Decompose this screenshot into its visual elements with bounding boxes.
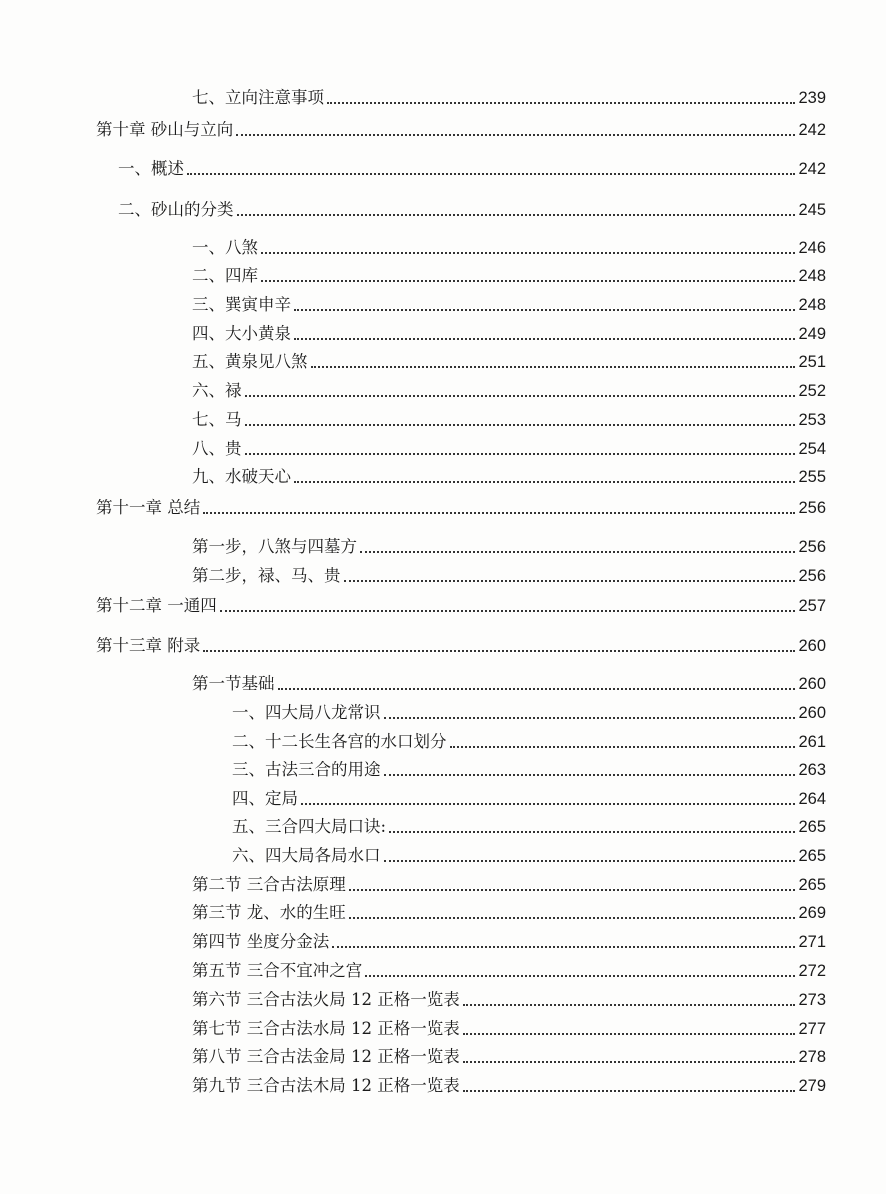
toc-entry-title: 第三节 龙、水的生旺 — [192, 903, 346, 922]
toc-leader-dots — [463, 1003, 796, 1006]
toc-entry-title: 一、概述 — [118, 159, 184, 178]
toc-entry-page: 254 — [798, 440, 826, 458]
toc-entry[interactable] — [192, 535, 826, 559]
toc-entry[interactable] — [192, 293, 826, 317]
toc-entry-page: 257 — [798, 597, 826, 615]
toc-entry-page: 278 — [798, 1048, 826, 1066]
toc-entry-title: 第一节基础 — [192, 674, 275, 693]
toc-entry-page: 277 — [798, 1020, 826, 1038]
toc-entry-title: 第十三章 附录 — [96, 636, 201, 655]
toc-entry[interactable] — [118, 198, 826, 222]
toc-leader-dots — [301, 802, 795, 805]
toc-entry-title: 二、四库 — [192, 266, 258, 285]
toc-entry[interactable] — [192, 86, 826, 110]
toc-entry-page: 264 — [798, 790, 826, 808]
toc-leader-dots — [278, 687, 796, 690]
toc-leader-dots — [294, 308, 795, 311]
toc-entry-title: 第八节 三合古法金局 12 正格一览表 — [192, 1047, 460, 1066]
toc-entry-title: 七、立向注意事项 — [192, 88, 324, 107]
toc-entry[interactable] — [192, 930, 826, 954]
toc-entry-title: 第六节 三合古法火局 12 正格一览表 — [192, 990, 460, 1009]
toc-entry-title: 一、八煞 — [192, 238, 258, 257]
toc-leader-dots — [203, 649, 795, 652]
toc-leader-dots — [236, 133, 795, 136]
toc-entry-page: 272 — [798, 962, 826, 980]
toc-leader-dots — [463, 1060, 796, 1063]
toc-entry-title: 五、黄泉见八煞 — [192, 352, 308, 371]
toc-entry-page: 271 — [798, 933, 826, 951]
toc-entry-title: 第五节 三合不宜冲之宫 — [192, 961, 363, 980]
toc-entry-title: 四、大小黄泉 — [192, 324, 291, 343]
toc-leader-dots — [389, 830, 795, 833]
toc-entry-title: 七、马 — [192, 410, 242, 429]
toc-entry-page: 261 — [798, 733, 826, 751]
toc-entry[interactable] — [232, 844, 826, 868]
toc-leader-dots — [384, 859, 796, 862]
toc-leader-dots — [384, 716, 796, 719]
toc-leader-dots — [220, 609, 796, 612]
toc-entry[interactable] — [192, 672, 826, 696]
toc-entry[interactable] — [232, 815, 826, 839]
toc-entry-title: 二、十二长生各宫的水口划分 — [232, 732, 447, 751]
toc-leader-dots — [261, 251, 795, 254]
toc-entry-page: 245 — [798, 201, 826, 219]
toc-entry[interactable] — [192, 901, 826, 925]
toc-entry-page: 248 — [798, 267, 826, 285]
toc-entry-page: 239 — [798, 89, 826, 107]
toc-entry-title: 九、水破天心 — [192, 467, 291, 486]
toc-leader-dots — [384, 773, 796, 776]
toc-entry-page: 246 — [798, 239, 826, 257]
toc-entry-page: 253 — [798, 411, 826, 429]
toc-leader-dots — [294, 480, 795, 483]
toc-entry[interactable] — [192, 322, 826, 346]
toc-entry-page: 242 — [798, 160, 826, 178]
toc-entry[interactable] — [192, 437, 826, 461]
toc-entry-page: 251 — [798, 353, 826, 371]
toc-entry[interactable] — [192, 379, 826, 403]
toc-leader-dots — [203, 511, 795, 514]
toc-entry-page: 256 — [798, 538, 826, 556]
toc-entry-page: 248 — [798, 296, 826, 314]
toc-leader-dots — [327, 101, 795, 104]
toc-entry[interactable] — [192, 873, 826, 897]
toc-entry-page: 260 — [798, 675, 826, 693]
toc-entry-title: 第四节 坐度分金法 — [192, 932, 330, 951]
toc-entry[interactable] — [192, 1074, 826, 1098]
toc-entry-title: 第七节 三合古法水局 12 正格一览表 — [192, 1019, 460, 1038]
toc-entry-page: 256 — [798, 499, 826, 517]
toc-entry[interactable] — [192, 408, 826, 432]
toc-entry[interactable] — [232, 758, 826, 782]
toc-entry-title: 二、砂山的分类 — [118, 200, 234, 219]
toc-entry-page: 273 — [798, 991, 826, 1009]
toc-leader-dots — [311, 365, 796, 368]
toc-entry-page: 263 — [798, 761, 826, 779]
toc-leader-dots — [245, 452, 796, 455]
toc-entry-title: 六、四大局各局水口 — [232, 846, 381, 865]
toc-entry-page: 255 — [798, 468, 826, 486]
toc-entry-title: 八、贵 — [192, 439, 242, 458]
toc-entry-page: 252 — [798, 382, 826, 400]
toc-entry[interactable] — [192, 1045, 826, 1069]
toc-entry-title: 第九节 三合古法木局 12 正格一览表 — [192, 1076, 460, 1095]
toc-leader-dots — [294, 337, 795, 340]
toc-entry[interactable] — [192, 350, 826, 374]
toc-entry-chapter[interactable] — [96, 634, 826, 658]
toc-entry[interactable] — [192, 264, 826, 288]
toc-entry-chapter[interactable] — [96, 594, 826, 618]
toc-entry-title: 五、三合四大局口诀: — [232, 817, 387, 836]
toc-entry-page: 279 — [798, 1077, 826, 1095]
toc-leader-dots — [463, 1032, 796, 1035]
toc-entry-title: 第二步，禄、马、贵 — [192, 566, 341, 585]
toc-entry-title: 三、巽寅申辛 — [192, 295, 291, 314]
toc-entry-page: 242 — [798, 121, 826, 139]
toc-entry[interactable] — [192, 564, 826, 588]
toc-leader-dots — [450, 745, 796, 748]
toc-entry-page: 265 — [798, 876, 826, 894]
toc-entry-page: 249 — [798, 325, 826, 343]
toc-entry-chapter[interactable] — [96, 118, 826, 142]
toc-entry[interactable] — [192, 959, 826, 983]
toc-entry-chapter[interactable] — [96, 496, 826, 520]
toc-entry-title: 第一步，八煞与四墓方 — [192, 537, 357, 556]
toc-leader-dots — [237, 213, 796, 216]
toc-leader-dots — [349, 888, 796, 891]
toc-leader-dots — [349, 916, 796, 919]
toc-entry-page: 265 — [798, 818, 826, 836]
toc-entry[interactable] — [192, 988, 826, 1012]
toc-leader-dots — [360, 550, 795, 553]
toc-entry-title: 一、四大局八龙常识 — [232, 703, 381, 722]
toc-leader-dots — [245, 394, 796, 397]
toc-entry-title: 第十一章 总结 — [96, 498, 201, 517]
toc-entry-page: 269 — [798, 904, 826, 922]
toc-entry[interactable] — [232, 787, 826, 811]
toc-entry-title: 第十章 砂山与立向 — [96, 120, 234, 139]
toc-entry-title: 四、定局 — [232, 789, 298, 808]
toc-leader-dots — [365, 974, 795, 977]
toc-entry-page: 265 — [798, 847, 826, 865]
toc-entry[interactable] — [118, 157, 826, 181]
toc-entry-title: 三、古法三合的用途 — [232, 760, 381, 779]
toc-leader-dots — [245, 423, 796, 426]
toc-entry-page: 260 — [798, 704, 826, 722]
toc-leader-dots — [332, 945, 795, 948]
toc-entry-title: 第二节 三合古法原理 — [192, 875, 346, 894]
toc-entry[interactable] — [232, 701, 826, 725]
toc-entry-page: 256 — [798, 567, 826, 585]
toc-entry[interactable] — [192, 236, 826, 260]
toc-entry-page: 260 — [798, 637, 826, 655]
toc-entry[interactable] — [232, 730, 826, 754]
toc-leader-dots — [187, 172, 795, 175]
toc-entry[interactable] — [192, 1017, 826, 1041]
toc-entry-title: 第十二章 一通四 — [96, 596, 217, 615]
toc-leader-dots — [344, 579, 796, 582]
toc-entry-title: 六、禄 — [192, 381, 242, 400]
toc-leader-dots — [463, 1089, 796, 1092]
toc-leader-dots — [261, 279, 795, 282]
toc-entry[interactable] — [192, 465, 826, 489]
